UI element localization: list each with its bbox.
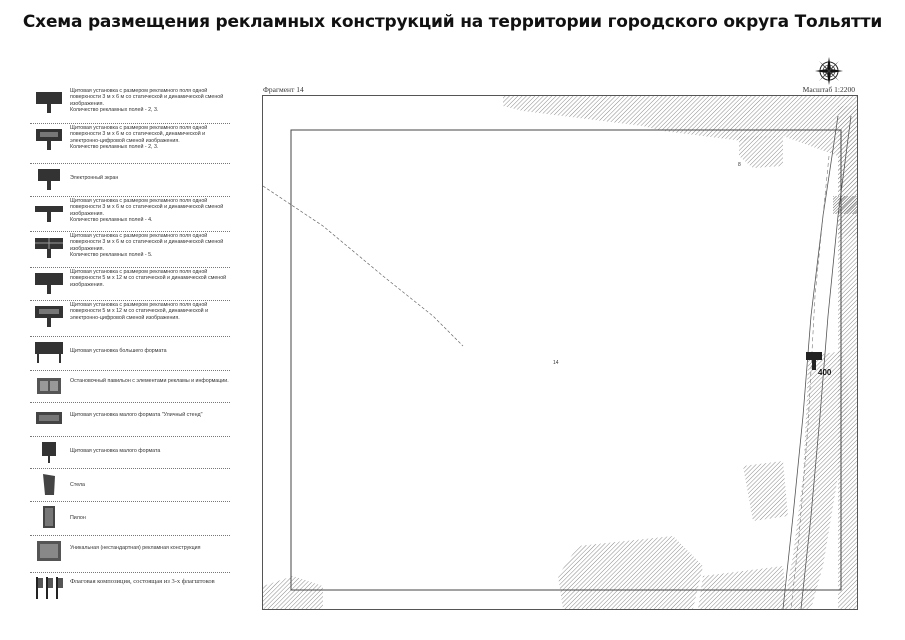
legend-item: [30, 501, 230, 536]
legend-item: [30, 336, 230, 371]
compass-rose-icon: [814, 56, 844, 86]
legend-text: Щитовая установка с размером рекламного поля одной поверхности 5 м х 12 м со статической, динамической и электронно-цифровой сменой изображения.: [70, 302, 209, 321]
fragment-label: Фрагмент 14: [263, 85, 304, 94]
legend-text: Щитовая установка с размером рекламного поля одной поверхности 5 м х 12 м со статической и динамической сменой изображения.: [70, 269, 227, 288]
street-stand-icon: [34, 406, 64, 430]
legend: [30, 86, 230, 612]
legend-text: Пилон: [70, 515, 86, 521]
flag-composition-icon: [34, 576, 64, 600]
legend-item: [30, 163, 230, 197]
billboard-5x12-static-icon: [34, 271, 64, 295]
stele-icon: [34, 472, 64, 496]
map-canvas: [263, 96, 857, 609]
legend-item: [30, 436, 230, 469]
legend-text: Щитовая установка малого формата: [70, 448, 161, 454]
legend-text: Уникальная (нестандартная) рекламная конструкция: [70, 545, 201, 551]
legend-text: Остановочный павильон с элементами рекламы и информации.: [70, 378, 229, 384]
map-mark: 14: [553, 360, 559, 366]
large-format-billboard-icon: [34, 340, 64, 364]
legend-item: [30, 300, 230, 337]
legend-item: [30, 572, 230, 612]
legend-item: [30, 370, 230, 403]
legend-item: [30, 231, 230, 268]
legend-item: [30, 123, 230, 164]
billboard-number-label: 400: [818, 368, 832, 377]
hatched-territory: [263, 96, 857, 609]
legend-text: Щитовая установка с размером рекламного поля одной поверхности 3 м х 6 м со статической и динамической сменой изображения. Количество рекламных полей - 5.: [70, 233, 224, 259]
legend-text: Стела: [70, 482, 85, 488]
legend-text: Щитовая установка с размером рекламного поля одной поверхности 3 м х 6 м со статической и динамической сменой изображения. Количество рекламных полей - 2, 3.: [70, 88, 224, 114]
map-mark: 8: [738, 162, 741, 168]
billboard-3x6-4fields-icon: [34, 200, 64, 224]
billboard-3x6-static-icon: [34, 90, 64, 114]
electronic-screen-icon: [34, 167, 64, 191]
legend-item: [30, 86, 230, 124]
legend-item: [30, 468, 230, 502]
inner-frame: [291, 130, 841, 590]
page-title: Схема размещения рекламных конструкций на территории городского округа Тольятти: [22, 12, 883, 32]
legend-item: [30, 402, 230, 437]
legend-text: Флаговая композиция, состоящая из 3-х флагштоков: [70, 578, 215, 585]
small-format-billboard-icon: [34, 440, 64, 464]
map-fragment[interactable]: [262, 95, 858, 610]
legend-item: [30, 196, 230, 232]
legend-text: Щитовая установка с размером рекламного поля одной поверхности 3 м х 6 м со статической и динамической сменой изображения. Количество рекламных полей - 4.: [70, 198, 224, 224]
legend-text: Щитовая установка большего формата: [70, 348, 167, 354]
bus-stop-pavilion-icon: [34, 374, 64, 398]
legend-item: [30, 267, 230, 301]
unique-construction-icon: [34, 539, 64, 563]
legend-text: Электронный экран: [70, 175, 119, 181]
pylon-icon: [34, 505, 64, 529]
legend-text: Щитовая установка с размером рекламного поля одной поверхности 3 м х 6 м со статической, динамической и электронно-цифровой сменой изображения. Количество рекламных полей - 2, 3.: [70, 125, 208, 151]
scale-label: Масштаб 1:2200: [802, 85, 855, 94]
billboard-3x6-digital-icon: [34, 127, 64, 151]
billboard-5x12-digital-icon: [34, 304, 64, 328]
legend-item: [30, 535, 230, 573]
legend-text: Щитовая установка малого формата "Уличный стенд": [70, 412, 203, 418]
billboard-3x6-5fields-icon: [34, 235, 64, 259]
